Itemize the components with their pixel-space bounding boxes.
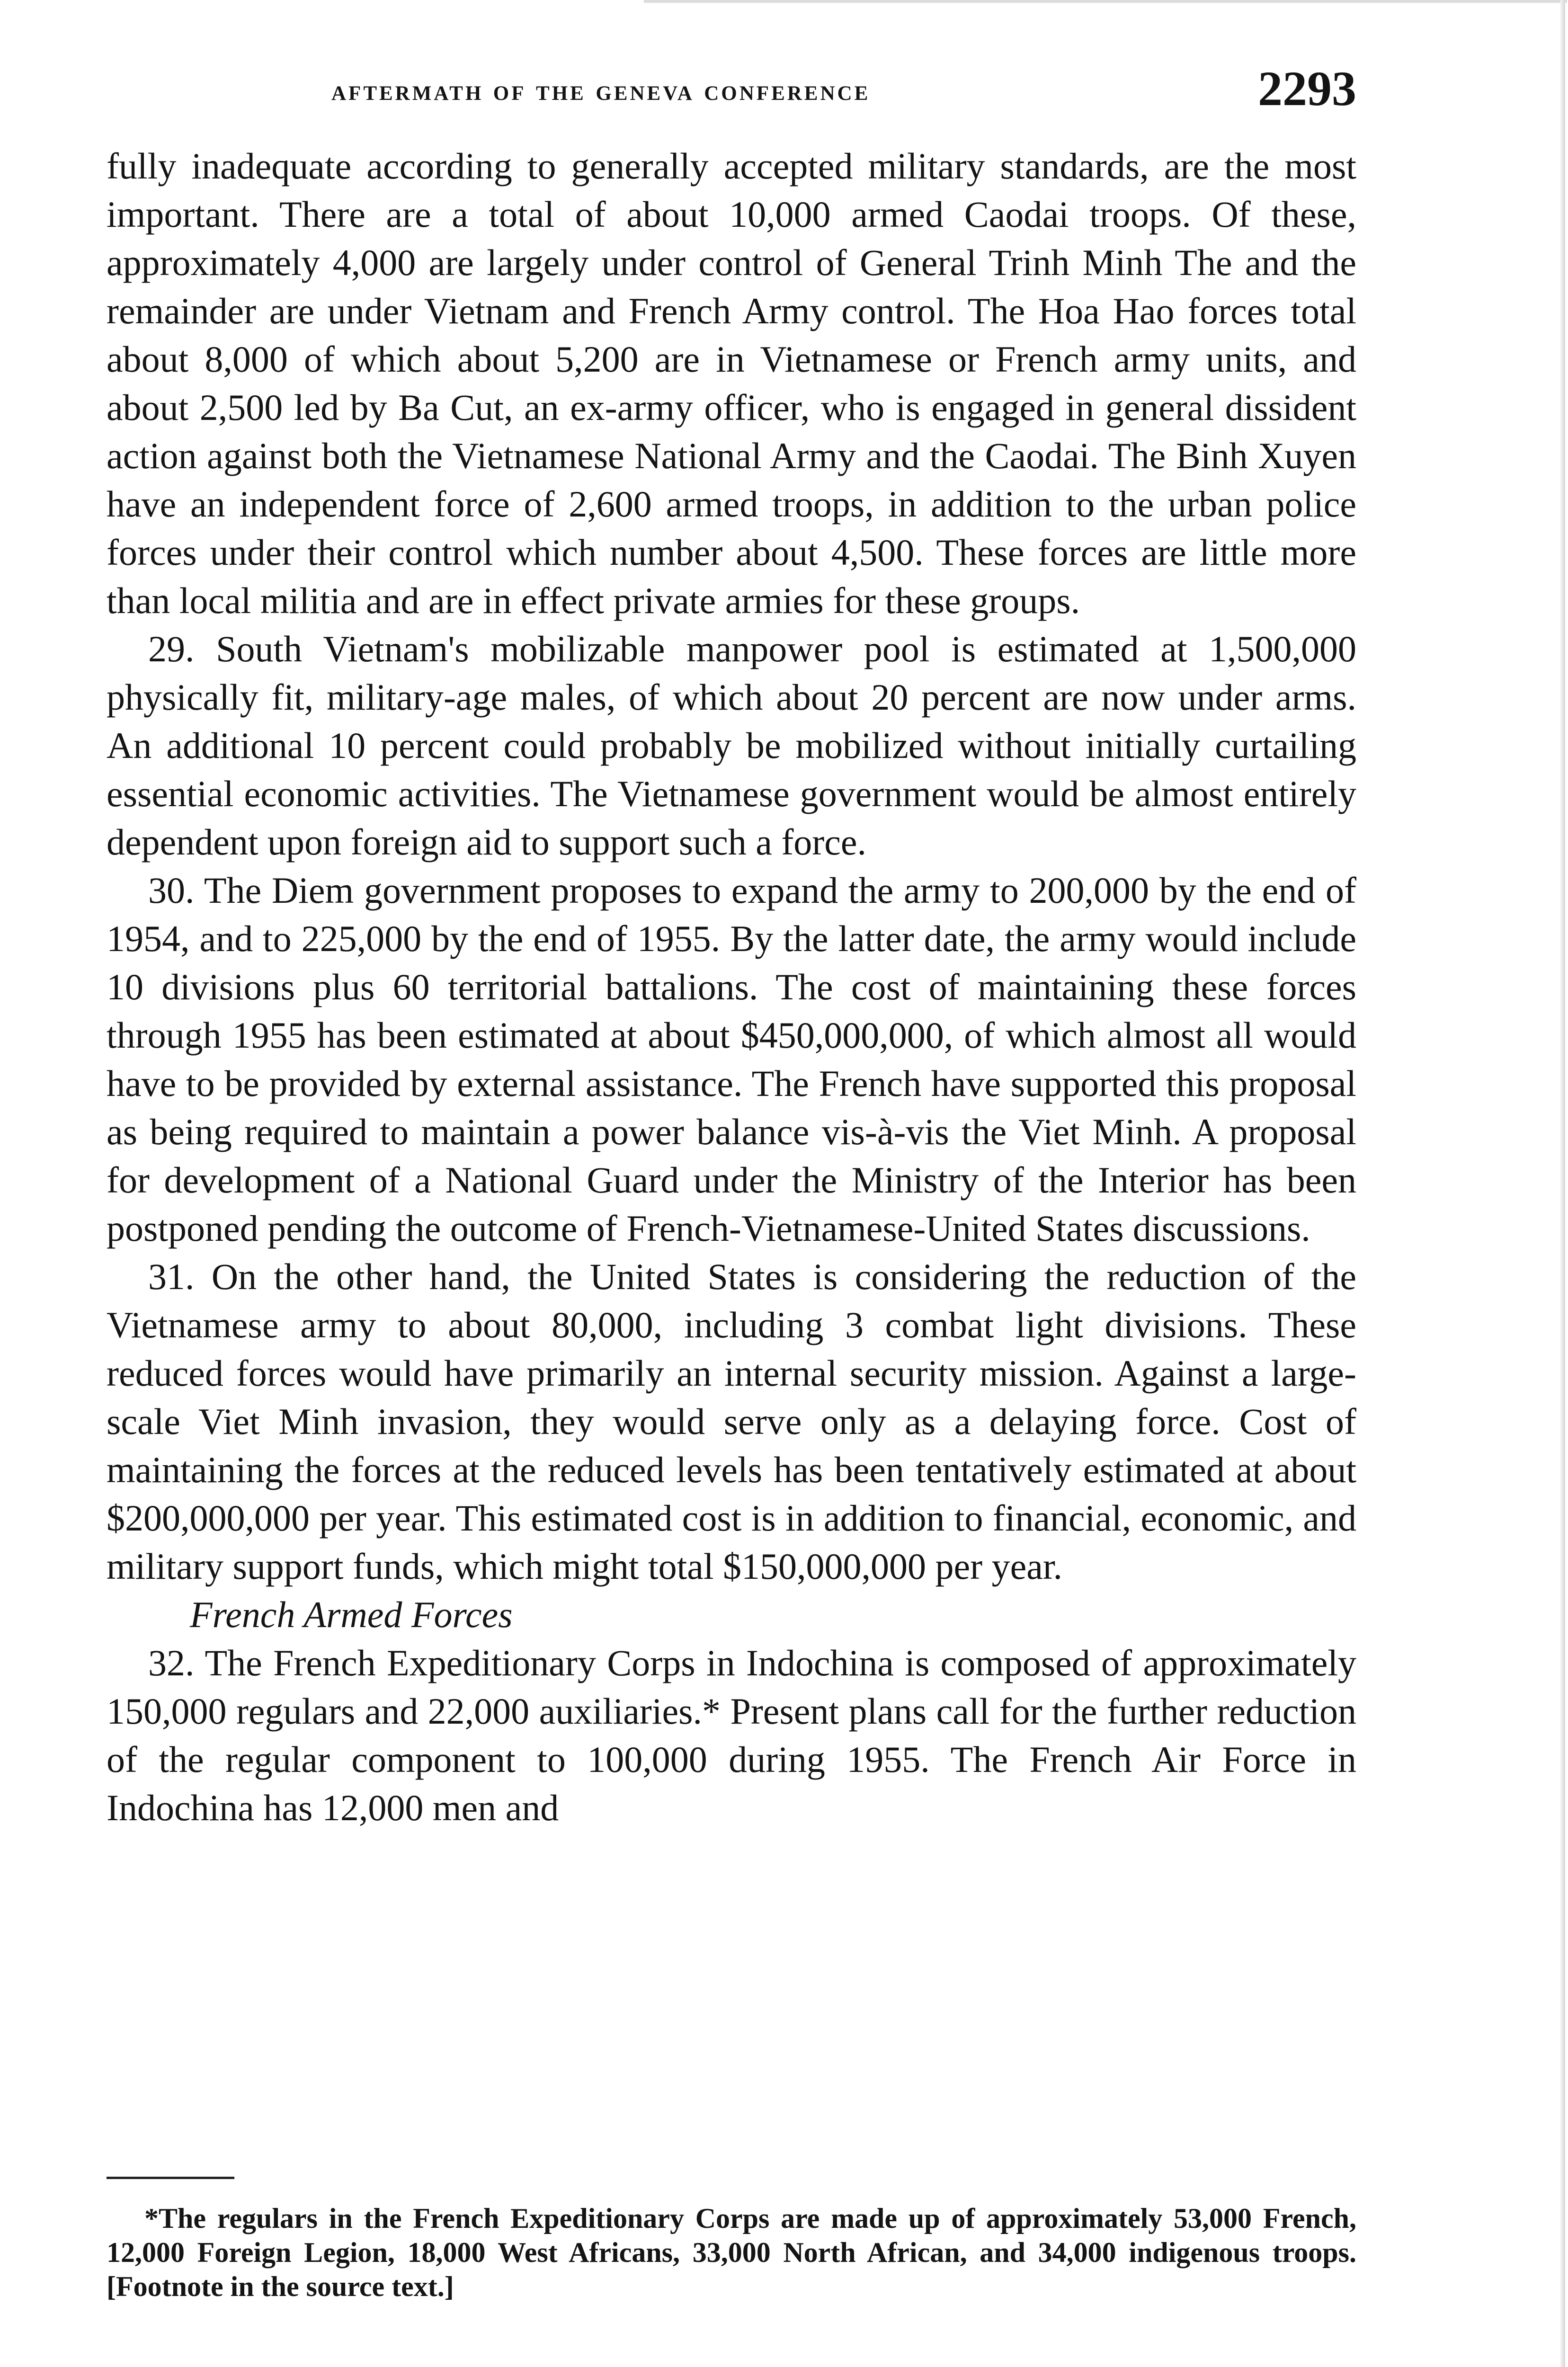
footnote: *The regulars in the French Expeditionary Corps are made up of approximately 53,000 French, 12,000 Foreign Legion, 18,000 West Africans, 33,000 North African, and 34,000 indigenous troops. [Footnote in the source text.]	[107, 2203, 1356, 2302]
paragraph-32: 32. The French Expeditionary Corps in Indochina is composed of approximately 150,000 regulars and 22,000 auxiliaries.* Present plans call for the further reduction of the regular component to 100,000 during 1955. The French Air Force in Indochina has 12,000 men and	[107, 1642, 1356, 1828]
paragraph-30: 30. The Diem government proposes to expand the army to 200,000 by the end of 1954, and to 225,000 by the end of 1955. By the latter date, the army would include 10 divisions plus 60 territorial battalions. The cost of maintaining these forces through 1955 has been estimated at about $450,000,000, of which almost all would have to be provided by external assistance. The French have supported this proposal as being required to maintain a power balance vis-à-vis the Viet Minh. A proposal for development of a National Guard under the Ministry of the Interior has been postponed pending the outcome of French-Vietnamese-United States discussions.	[107, 870, 1356, 1249]
paragraph-31: 31. On the other hand, the United States is considering the reduction of the Vietnamese army to about 80,000, including 3 combat light divisions. These reduced forces would have primarily an internal security mission. Against a large-scale Viet Minh invasion, they would serve only as a delaying force. Cost of maintaining the forces at the reduced levels has been tentatively estimated at about $200,000,000 per year. This estimated cost is in addition to financial, economic, and military support funds, which might total $150,000,000 per year.	[107, 1256, 1356, 1587]
page-number: 2293	[1258, 62, 1356, 116]
page-right-edge	[1560, 0, 1565, 2367]
paragraph-29: 29. South Vietnam's mobilizable manpower pool is estimated at 1,500,000 physically fit, military-age males, of which about 20 percent are now under arms. An additional 10 percent could probably be mobilized without initially curtailing essential economic activities. The Vietnamese government would be almost entirely dependent upon foreign aid to support such a force.	[107, 628, 1356, 863]
running-head: aftermath of the geneva conference	[331, 74, 871, 107]
body-text	[107, 142, 1356, 1832]
section-heading: French Armed Forces	[190, 1594, 513, 1635]
paragraph-continued: fully inadequate according to generally accepted military standards, are the most important. There are a total of about 10,000 armed Caodai troops. Of these, approximately 4,000 are largely under control of General Trinh Minh The and the remainder are under Vietnam and French Army control. The Hoa Hao forces total about 8,000 of which about 5,200 are in Vietnamese or French army units, and about 2,500 led by Ba Cut, an ex-army officer, who is engaged in general dissident action against both the Vietnamese National Army and the Caodai. The Binh Xuyen have an independent force of 2,600 armed troops, in addition to the urban police forces under their control which number about 4,500. These forces are little more than local militia and are in effect private armies for these groups.	[107, 145, 1356, 621]
page-top-edge	[644, 0, 1567, 3]
footnote-rule	[107, 2177, 234, 2179]
page-header	[107, 57, 1356, 118]
